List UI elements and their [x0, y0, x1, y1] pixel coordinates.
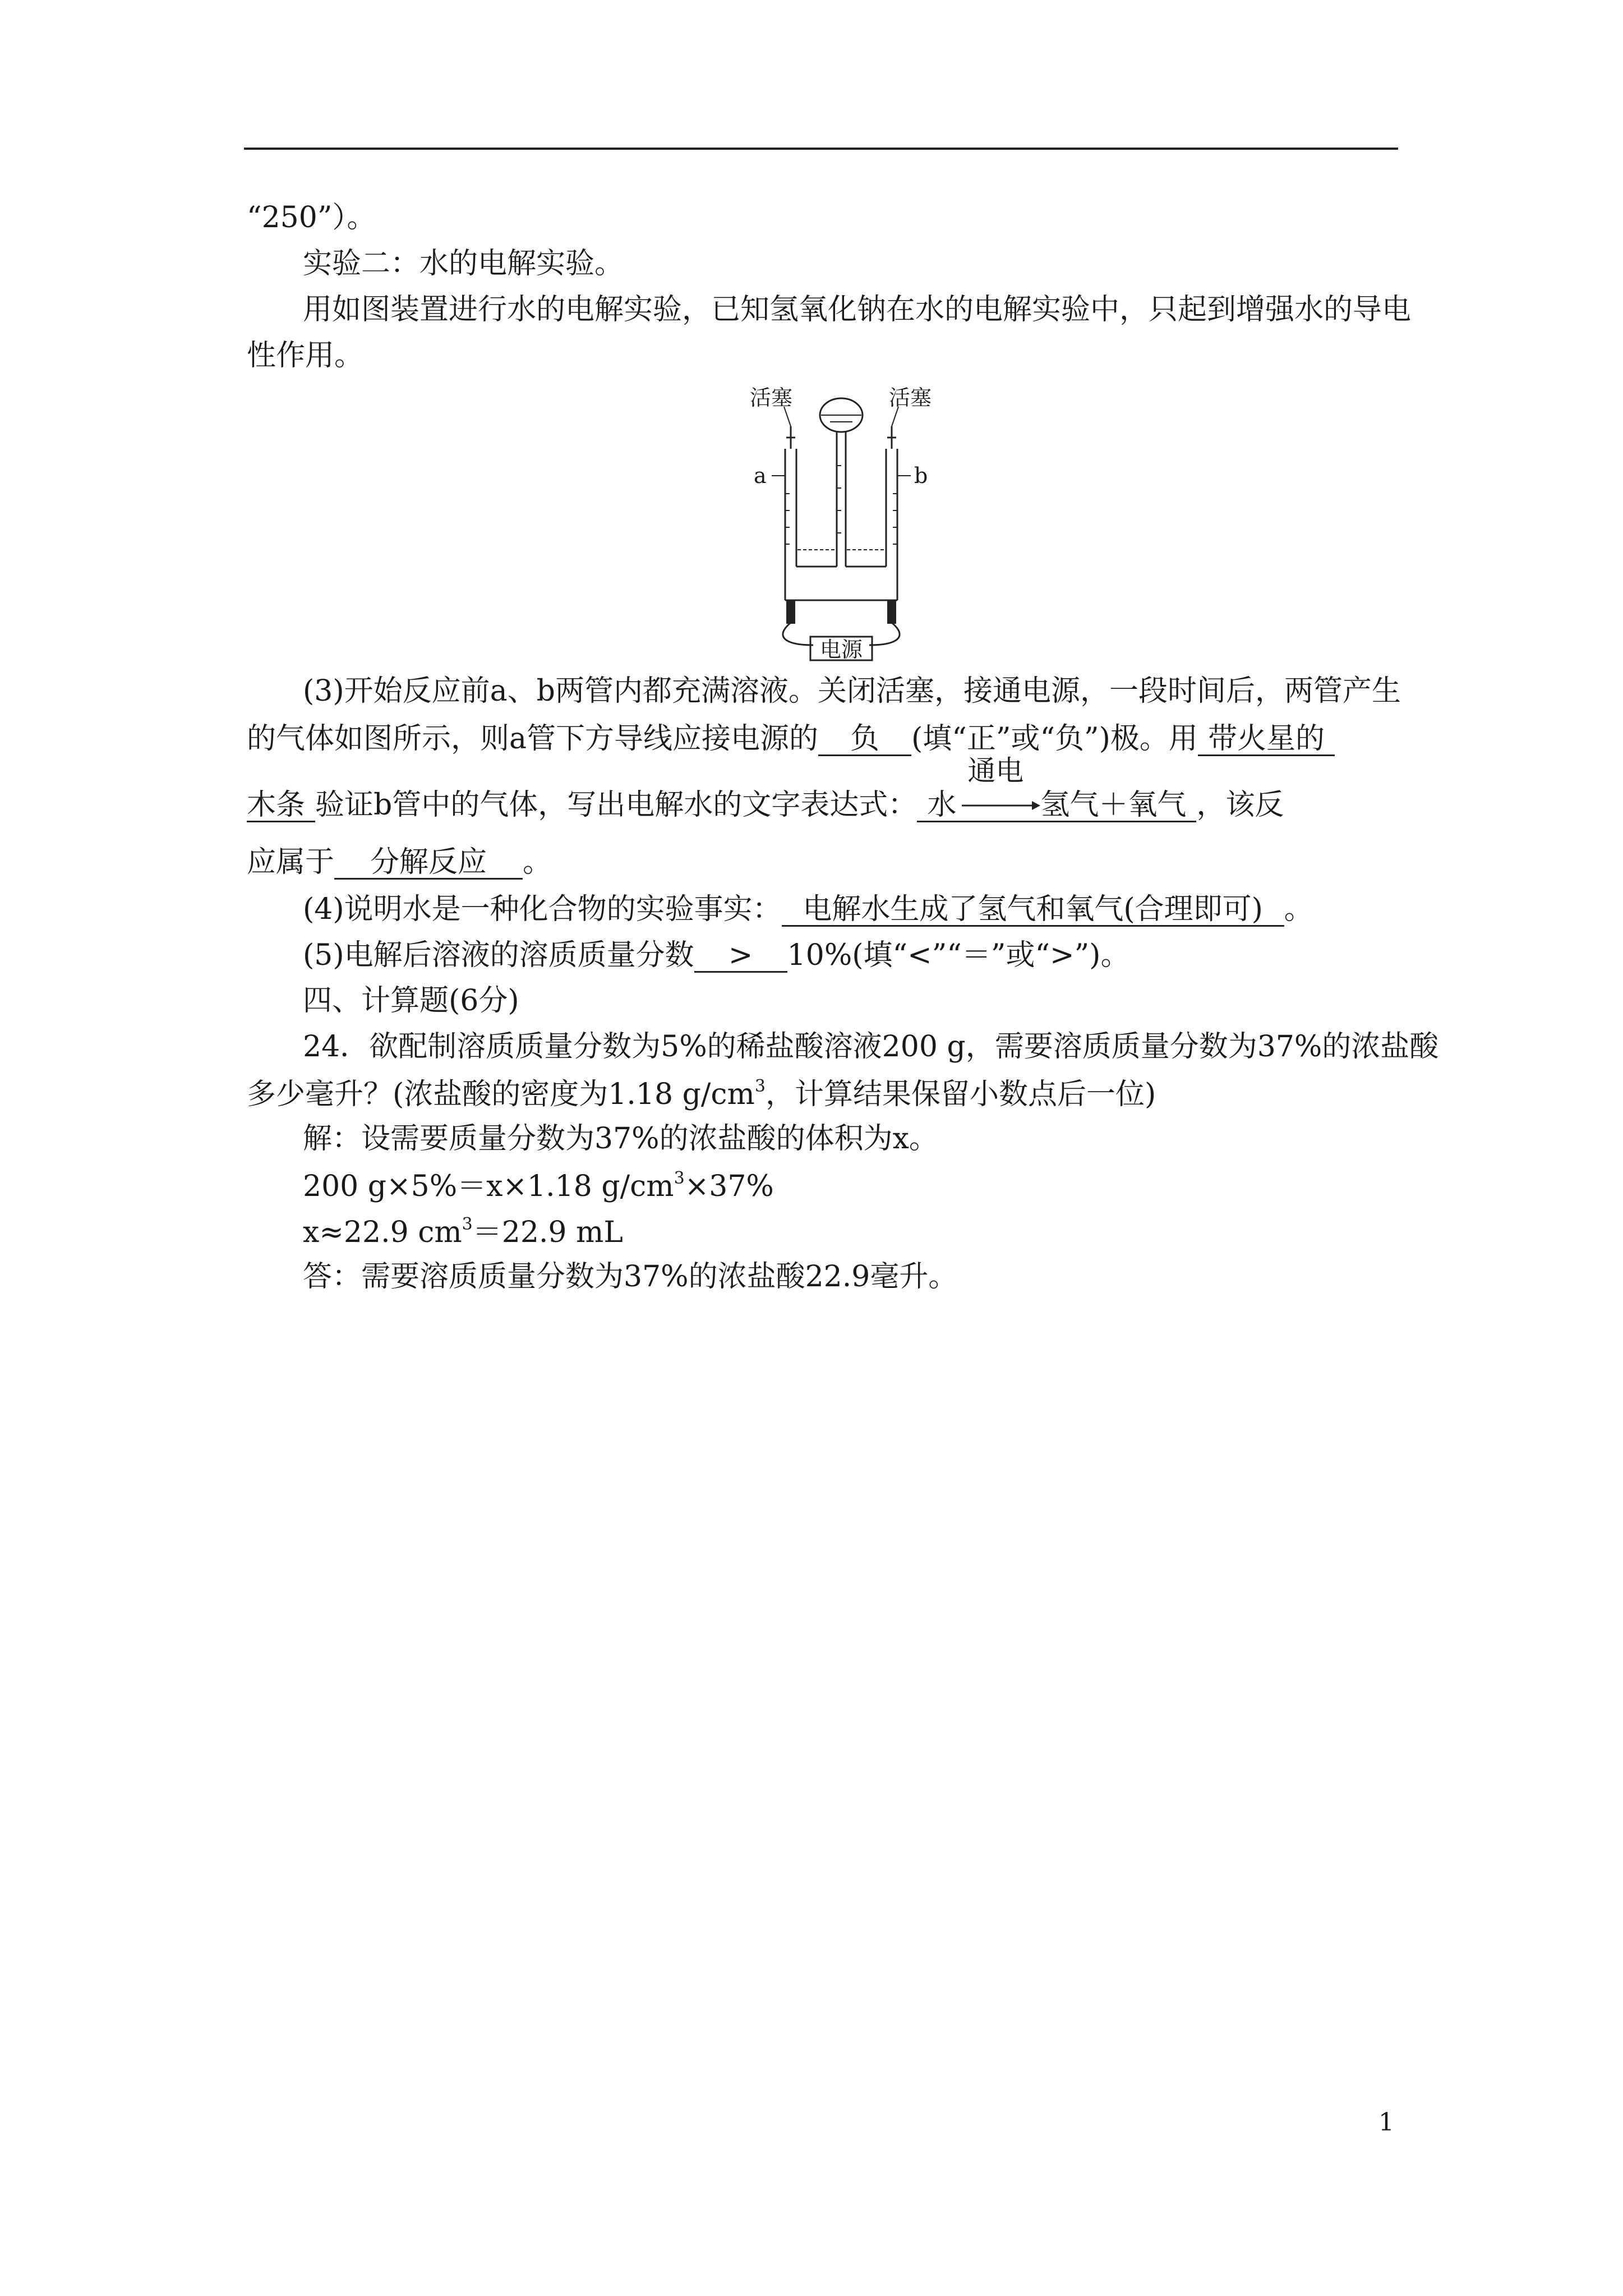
reaction-arrow: [956, 754, 1040, 818]
q3-line-3: [247, 754, 1284, 822]
q24-text: ，计算结果保留小数点后一位): [765, 1078, 1156, 1111]
text-line: “250”）。: [247, 201, 376, 234]
q24-line-1: 24．欲配制溶质质量分数为5%的稀盐酸溶液200 g，需要溶质质量分数为37%的浓盐酸: [303, 1030, 1439, 1064]
q24-line-2: [247, 1078, 1156, 1109]
solution-result: [303, 1216, 623, 1247]
equation-left: 水: [927, 788, 957, 822]
tube-a-label: a: [754, 463, 767, 488]
answer-blank-equation: [917, 754, 1196, 822]
superscript: 3: [674, 1168, 685, 1188]
q5-text: (5)电解后溶液的溶质质量分数: [303, 938, 694, 972]
superscript: 3: [754, 1076, 766, 1096]
text-line: 用如图装置进行水的电解实验，已知氢氧化钠在水的电解实验中，只起到增强水的导电: [303, 293, 1412, 326]
solution-text: ×37%: [684, 1170, 774, 1203]
q4-text: (4)说明水是一种化合物的实验事实：: [303, 892, 782, 926]
text-line: 性作用。: [247, 339, 364, 372]
solution-text: x≈22.9 cm: [303, 1216, 462, 1249]
q3-line-4: [247, 847, 552, 880]
reaction-arrow-icon: [956, 789, 1040, 818]
equation-condition: 通电: [967, 754, 1024, 787]
electrolysis-apparatus-diagram: [751, 381, 931, 662]
power-source-label: 电源: [820, 637, 863, 662]
q3-text: 应属于: [247, 845, 335, 879]
electrolysis-apparatus-figure: [751, 381, 931, 662]
solution-text: ＝22.9 mL: [472, 1216, 623, 1249]
header-rule: [244, 148, 1398, 150]
stopcock-right-label: 活塞: [889, 385, 932, 410]
equation-right: 氢气＋氧气: [1040, 788, 1187, 822]
q5-line: [303, 940, 1129, 973]
answer-blank-q5: >: [694, 940, 787, 973]
solution-equation: [303, 1170, 774, 1201]
q24-text: 多少毫升？(浓盐酸的密度为1.18 g/cm: [247, 1078, 755, 1111]
experiment-heading: 实验二：水的电解实验。: [303, 247, 624, 280]
solution-answer: 答：需要溶质质量分数为37%的浓盐酸22.9毫升。: [303, 1260, 958, 1294]
page-number: 1: [1378, 2108, 1394, 2137]
answer-blank-test-2: 木条: [247, 790, 315, 822]
answer-blank-q4: 电解水生成了氢气和氧气(合理即可): [782, 894, 1284, 927]
tube-b-label: b: [914, 463, 928, 488]
q3-text: 。: [523, 845, 552, 879]
q5-text: 10%(填“<”“＝”或“>”)。: [787, 938, 1130, 972]
q4-line: [303, 894, 1313, 927]
q3-text: ，该反: [1196, 788, 1284, 822]
answer-blank-reaction-type: 分解反应: [334, 847, 523, 880]
q4-text: 。: [1284, 892, 1313, 926]
answer-blank-test-1: 带火星的: [1198, 724, 1335, 756]
solution-setup: 解：设需要质量分数为37%的浓盐酸的体积为x。: [303, 1122, 938, 1156]
q3-line-2: [247, 724, 1335, 756]
q3-line-1: (3)开始反应前a、b两管内都充满溶液。关闭活塞，接通电源，一段时间后，两管产生: [303, 674, 1401, 708]
q3-text: (填“正”或“负”)极。用: [911, 722, 1198, 756]
solution-text: 200 g×5%＝x×1.18 g/cm: [303, 1170, 674, 1203]
stopcock-left-label: 活塞: [750, 385, 793, 410]
answer-blank-pole: 负: [818, 724, 911, 756]
superscript: 3: [462, 1214, 473, 1234]
q3-text: 验证b管中的气体，写出电解水的文字表达式：: [315, 788, 917, 822]
section-title: 四、计算题(6分): [303, 984, 519, 1018]
q3-text: 的气体如图所示，则a管下方导线应接电源的: [247, 722, 819, 756]
